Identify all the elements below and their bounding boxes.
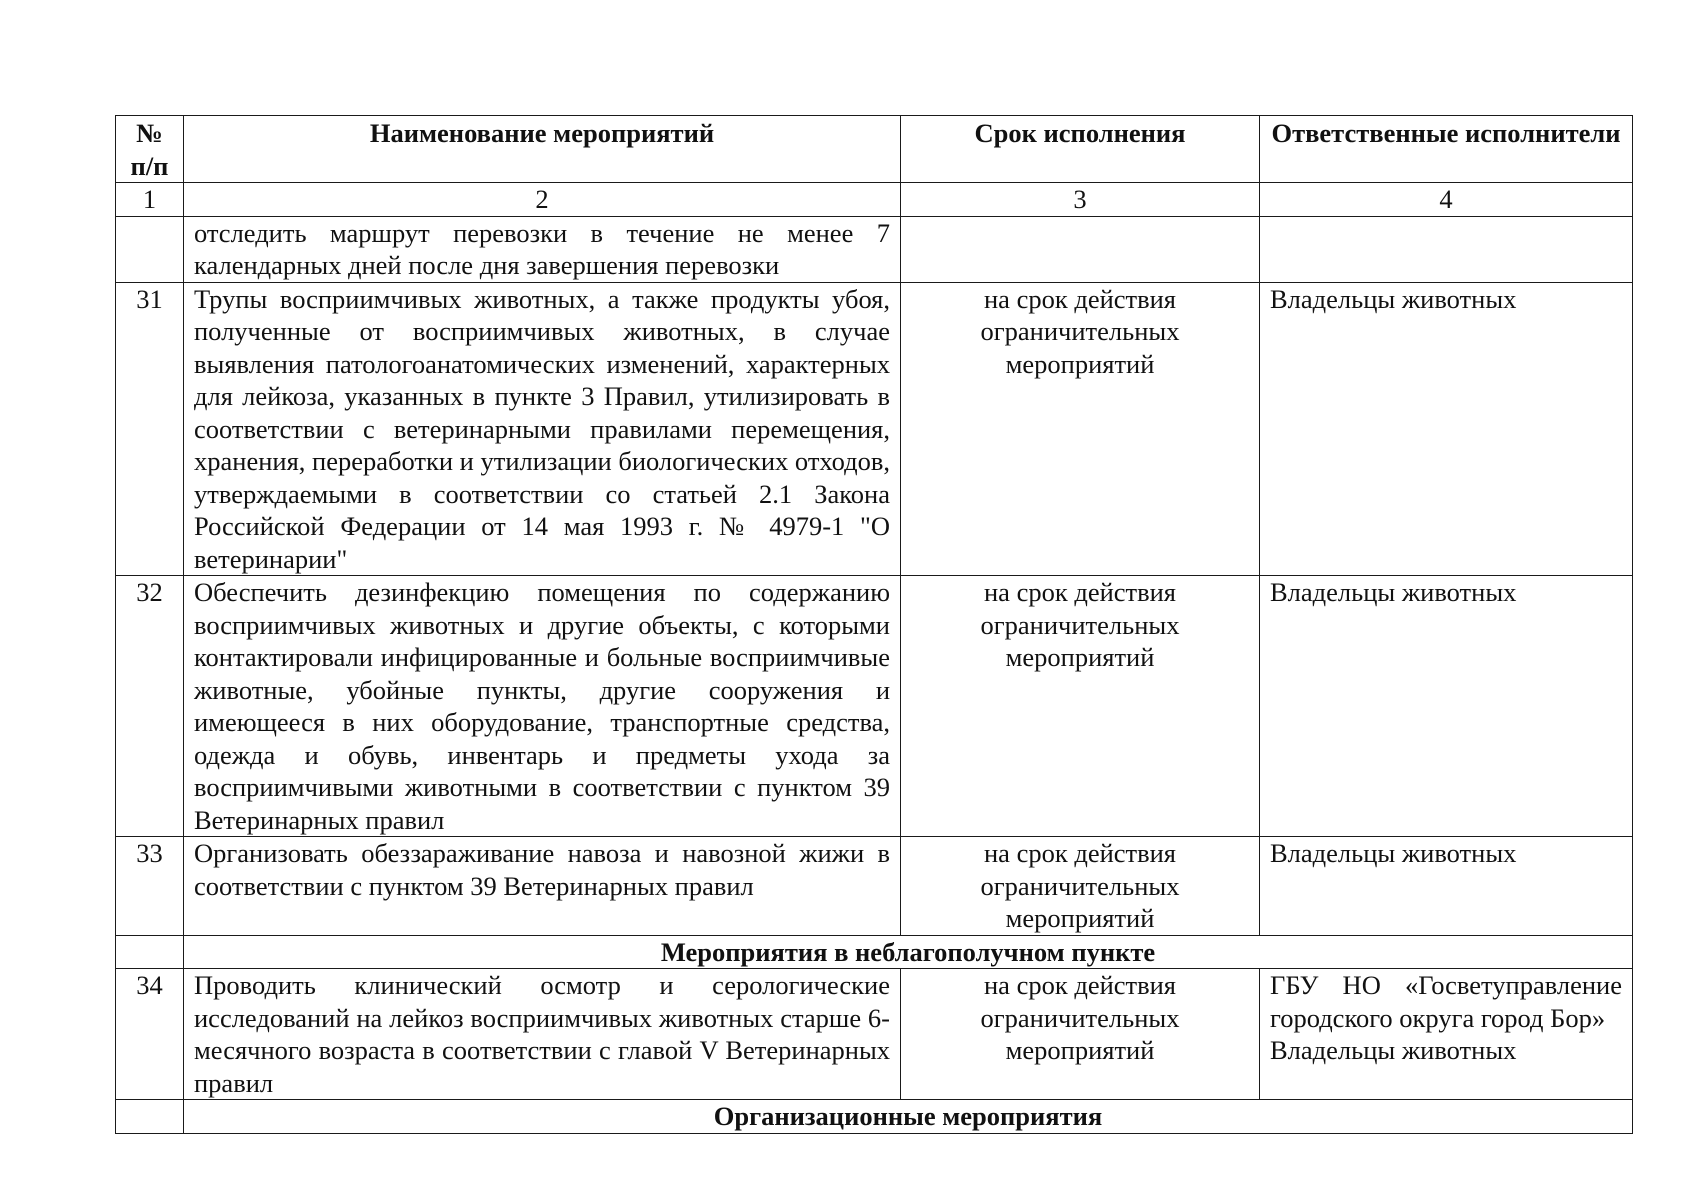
measure-name: Проводить клинический осмотр и серологические исследований на лейкоз восприимчивых животных старше 6-месячного возраста в соответствии с главой V Ветеринарных правил xyxy=(184,969,901,1100)
table-row xyxy=(116,282,1633,576)
responsible-cell: Владельцы животных xyxy=(1260,576,1633,837)
responsible-cell: Владельцы животных xyxy=(1260,837,1633,936)
table-row xyxy=(116,969,1633,1100)
header-responsible: Ответственные исполнители xyxy=(1260,116,1633,183)
index-cell: 4 xyxy=(1260,183,1633,217)
section-title: Мероприятия в неблагополучном пункте xyxy=(184,935,1633,969)
term-cell: на срок действия ограничительных мероприятий xyxy=(901,576,1260,837)
section-empty-cell xyxy=(116,1100,184,1134)
table-row xyxy=(116,216,1633,282)
table-header-row xyxy=(116,116,1633,183)
section-row xyxy=(116,935,1633,969)
measure-name: Обеспечить дезинфекцию помещения по содержанию восприимчивых животных и другие объекты, с которыми контактировали инфицированные и больные восприимчивые животные, убойные пункты, другие сооружения и имеющееся в них оборудование, транспортные средства, одежда и обувь, инвентарь и предметы ухода за восприимчивыми животными в соответствии с пунктом 39 Ветеринарных правил xyxy=(184,576,901,837)
header-name: Наименование мероприятий xyxy=(184,116,901,183)
measure-name: отследить маршрут перевозки в течение не менее 7 календарных дней после дня завершения перевозки xyxy=(184,216,901,282)
section-title: Организационные мероприятия xyxy=(184,1100,1633,1134)
header-num: № п/п xyxy=(116,116,184,183)
responsible-cell: Владельцы животных xyxy=(1260,282,1633,576)
responsible-cell xyxy=(1260,969,1633,1100)
row-number xyxy=(116,216,184,282)
measure-name: Трупы восприимчивых животных, а также продукты убоя, полученные от восприимчивых животных, в случае выявления патологоанатомических изменений, характерных для лейкоза, указанных в пункте 3 Правил, утилизировать в соответствии с ветеринарными правилами перемещения, хранения, переработки и утилизации биологических отходов, утверждаемыми в соответствии со статьей 2.1 Закона Российской Федерации от 14 мая 1993 г. № 4979-1 "О ветеринарии" xyxy=(184,282,901,576)
table-row xyxy=(116,837,1633,936)
index-cell: 3 xyxy=(901,183,1260,217)
responsible-owners: Владельцы животных xyxy=(1270,1035,1517,1065)
section-empty-cell xyxy=(116,935,184,969)
header-term: Срок исполнения xyxy=(901,116,1260,183)
column-index-row xyxy=(116,183,1633,217)
index-cell: 1 xyxy=(116,183,184,217)
section-row xyxy=(116,1100,1633,1134)
row-number: 33 xyxy=(116,837,184,936)
responsible-cell xyxy=(1260,216,1633,282)
term-cell: на срок действия ограничительных мероприятий xyxy=(901,969,1260,1100)
responsible-org: ГБУ НО «Госветуправление городского округа город Бор» xyxy=(1270,970,1622,1033)
measures-table xyxy=(115,115,1633,1134)
index-cell: 2 xyxy=(184,183,901,217)
row-number: 31 xyxy=(116,282,184,576)
term-cell xyxy=(901,216,1260,282)
measure-name: Организовать обеззараживание навоза и навозной жижи в соответствии с пунктом 39 Ветеринарных правил xyxy=(184,837,901,936)
row-number: 32 xyxy=(116,576,184,837)
term-cell: на срок действия ограничительных мероприятий xyxy=(901,282,1260,576)
table-row xyxy=(116,576,1633,837)
row-number: 34 xyxy=(116,969,184,1100)
term-cell: на срок действия ограничительных мероприятий xyxy=(901,837,1260,936)
